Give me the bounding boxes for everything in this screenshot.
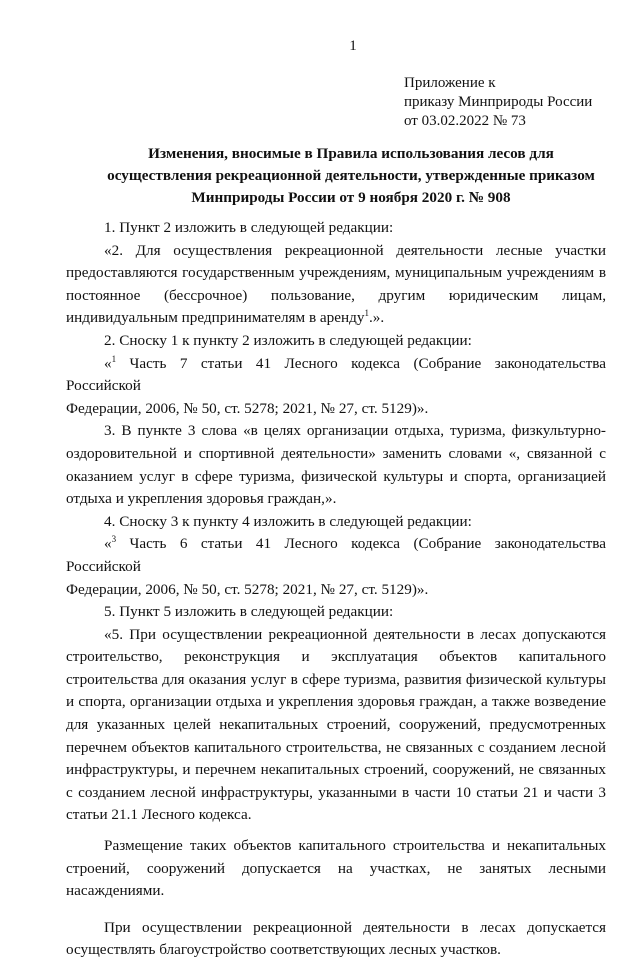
p9-line-2: строительство, реконструкция и эксплуатация объектов капитального [66, 648, 606, 666]
p4-line-1 [66, 353, 606, 398]
p2-line-4-end: .». [368, 309, 385, 327]
footnote-mark: 3 [111, 534, 117, 545]
paragraph-10 [66, 835, 606, 903]
paragraph-1 [66, 217, 606, 240]
p11-line-1: При осуществлении рекреационной деятельности в лесах допускается [104, 918, 606, 936]
paragraph-4 [66, 353, 606, 421]
document-body [66, 217, 606, 962]
p7-open-quote: « [104, 535, 112, 553]
p9-line-6: перечнем объектов капитального строительства, не связанных с созданием лесной [66, 738, 606, 756]
document-title [62, 143, 640, 209]
p4-open-quote: « [104, 354, 112, 372]
p5-line-3: оказанием услуг в сфере туризма, физической культуры и спорта, организацией [66, 467, 606, 485]
p5-line-2: оздоровительной и спортивной деятельности» заменить словами «, связанной с [66, 444, 606, 462]
p2-line-4 [66, 307, 606, 330]
p8-text: 5. Пункт 5 изложить в следующей редакции: [104, 603, 394, 621]
p5-line-1: 3. В пункте 3 слова «в целях организации отдыха, туризма, физкультурно- [104, 422, 606, 440]
footnote-mark: 1 [364, 308, 369, 319]
p2-line-1: «2. Для осуществления рекреационной деятельности лесные участки [104, 241, 606, 259]
p9-line-9: статьи 21.1 Лесного кодекса. [66, 806, 252, 824]
paragraph-7 [66, 533, 606, 601]
p5-line-4: отдыха и укрепления здоровья граждан,». [66, 490, 337, 508]
p4-line-2: Федерации, 2006, № 50, ст. 5278; 2021, № 27, ст. 5129)». [66, 399, 429, 417]
p7-line-2: Федерации, 2006, № 50, ст. 5278; 2021, № 27, ст. 5129)». [66, 580, 429, 598]
p9-line-5: для указанных целей некапитальных строений, сооружений, предусмотренных [66, 716, 606, 734]
p9-line-8: с созданием лесной инфраструктуры, указанными в части 10 статьи 21 и части 3 [66, 783, 606, 801]
p11-line-2: осуществлять благоустройство соответствующих лесных участков. [66, 941, 501, 959]
appendix-line-1: Приложение к [404, 75, 496, 91]
p4-line-1-text: Часть 7 статьи 41 Лесного кодекса (Собрание законодательства Российской [66, 354, 606, 395]
paragraph-9 [66, 624, 606, 827]
title-line-3: Минприроды России от 9 ноября 2020 г. № 908 [191, 189, 511, 206]
p6-text: 4. Сноску 3 к пункту 4 изложить в следующей редакции: [104, 512, 472, 530]
p10-line-1: Размещение таких объектов капитального строительства и некапитальных [104, 837, 606, 855]
paragraph-8 [66, 601, 606, 624]
p7-line-1 [66, 533, 606, 578]
p3-text: 2. Сноску 1 к пункту 2 изложить в следующей редакции: [104, 331, 472, 349]
p2-line-3: постоянное (бессрочное) пользование, другим юридическим лицам, [66, 286, 606, 304]
p10-line-3: насаждениями. [66, 882, 165, 900]
p7-line-1-text: Часть 6 статьи 41 Лесного кодекса (Собрание законодательства Российской [66, 535, 606, 575]
footnote-mark: 1 [111, 353, 117, 364]
p9-line-7: инфраструктуры, и перечнем некапитальных строений, сооружений, не связанных [66, 761, 606, 779]
appendix-line-3: от 03.02.2022 № 73 [404, 113, 526, 129]
paragraph-3 [66, 330, 606, 353]
p9-line-3: строительства для оказания услуг в сфере туризма, развития физической культуры [66, 670, 606, 688]
appendix-header [404, 74, 634, 131]
p1-text: 1. Пункт 2 изложить в следующей редакции: [104, 219, 394, 236]
p10-line-2: строений, сооружений допускается на участках, не занятых лесными [66, 859, 606, 877]
p9-line-4: и спорта, организации отдыха и укрепления здоровья граждан, а также возведение [66, 693, 606, 711]
paragraph-2 [66, 240, 606, 330]
page-number: 1 [349, 38, 357, 54]
p2-line-4-text: индивидуальным предпринимателям в аренду [66, 309, 365, 327]
appendix-line-2: приказу Минприроды России [404, 94, 593, 110]
p9-line-1: «5. При осуществлении рекреационной деятельности в лесах допускаются [104, 625, 606, 643]
paragraph-11 [66, 917, 606, 962]
title-line-1: Изменения, вносимые в Правила использования лесов для [148, 145, 554, 162]
title-line-2: осуществления рекреационной деятельности, утвержденные приказом [107, 167, 595, 184]
paragraph-5 [66, 420, 606, 510]
paragraph-6 [66, 511, 606, 534]
p2-line-2: предоставляются государственным учреждениям, муниципальным учреждениям в [66, 264, 606, 282]
